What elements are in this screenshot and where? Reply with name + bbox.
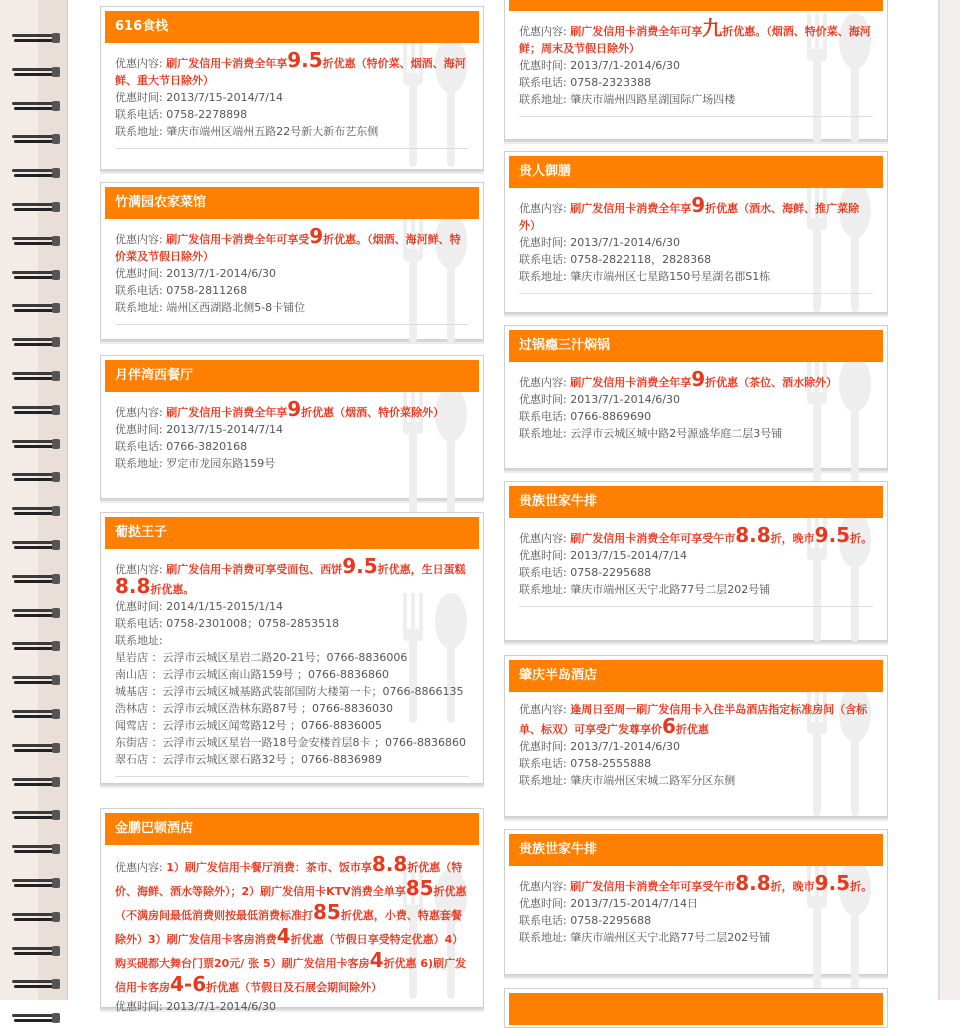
ring-wire bbox=[12, 473, 56, 476]
spiral-ring bbox=[12, 167, 60, 179]
spiral-ring bbox=[12, 269, 60, 281]
card-title: 贵族世家牛排 bbox=[509, 834, 883, 866]
ring-wire bbox=[12, 609, 56, 612]
promo-time: 优惠时间: 2013/7/15-2014/7/14 bbox=[519, 549, 687, 562]
ring-hole bbox=[52, 371, 60, 381]
promo-text: 优惠内容: 刷广发信用卡消费全年可享九折优惠。（烟酒、特价菜、海河鲜；周末及节假日除外） bbox=[519, 16, 871, 55]
branch-address: 翠石店 ：云浮市云城区翠石路32号 ；0766-8836989 bbox=[115, 753, 382, 766]
ring-hole bbox=[52, 608, 60, 618]
ring-hole bbox=[52, 574, 60, 584]
divider bbox=[115, 148, 469, 149]
contact-address: 联系地址: 肇庆市端州区七星路150号星湖名郡S1栋 bbox=[519, 270, 771, 283]
promo-time: 优惠时间: 2013/7/1-2014/6/30 bbox=[115, 1000, 276, 1013]
contact-phone: 联系电话: 0758-2555888 bbox=[519, 757, 652, 770]
contact-phone: 联系电话: 0758-2295688 bbox=[519, 566, 652, 579]
divider bbox=[519, 606, 873, 607]
notebook-spiral-margin bbox=[0, 0, 68, 1000]
contact-address: 联系地址: 肇庆市端州区天宁北路77号二层202号铺 bbox=[519, 931, 771, 944]
notebook-right-edge bbox=[938, 0, 960, 1000]
ring-hole bbox=[52, 979, 60, 989]
spiral-ring bbox=[12, 708, 60, 720]
spiral-ring bbox=[12, 539, 60, 551]
promo-text: 优惠内容: 刷广发信用卡消费全年享9折优惠（酒水、海鲜、推广菜除外） bbox=[519, 193, 860, 232]
merchant-card-guizushijia bbox=[504, 481, 888, 641]
contact-phone: 联系电话: 0758-2323388 bbox=[519, 76, 652, 89]
spiral-ring bbox=[12, 370, 60, 382]
ring-wire bbox=[12, 169, 56, 172]
branch-address: 东街店 ：云浮市云城区星岩一路18号金安楼首层8卡 ；0766-8836860 bbox=[115, 736, 466, 749]
ring-hole bbox=[52, 202, 60, 212]
promo-time: 优惠时间: 2013/7/15-2014/7/14 bbox=[115, 91, 283, 104]
contact-phone: 联系电话: 0758-2295688 bbox=[519, 914, 652, 927]
ring-wire bbox=[12, 68, 56, 71]
promo-time: 优惠时间: 2013/7/1-2014/6/30 bbox=[519, 59, 680, 72]
ring-hole bbox=[52, 540, 60, 550]
merchant-card-right-0 bbox=[504, 0, 888, 140]
ring-hole bbox=[52, 709, 60, 719]
ring-hole bbox=[52, 878, 60, 888]
spiral-ring bbox=[12, 978, 60, 990]
spiral-ring bbox=[12, 640, 60, 652]
spiral-ring bbox=[12, 505, 60, 517]
ring-wire bbox=[12, 947, 56, 950]
spiral-ring bbox=[12, 438, 60, 450]
contact-address: 联系地址: 肇庆市端州区天宁北路77号二层202号铺 bbox=[519, 583, 771, 596]
merchant-card-yuebanwan bbox=[100, 355, 484, 499]
ring-hole bbox=[52, 236, 60, 246]
ring-wire bbox=[12, 135, 56, 138]
ring-wire bbox=[12, 575, 56, 578]
divider bbox=[115, 776, 469, 777]
divider bbox=[519, 293, 873, 294]
ring-hole bbox=[52, 405, 60, 415]
spiral-ring bbox=[12, 843, 60, 855]
contact-phone: 联系电话: 0766-3820168 bbox=[115, 440, 248, 453]
contact-address: 联系地址: 肇庆市端州区端州五路22号新大新布艺东侧 bbox=[115, 125, 379, 138]
promo-text: 优惠内容: 逢周日至周一刷广发信用卡入住半岛酒店指定标准房间（含标单、标双）可享受广发尊享价6折优惠 bbox=[519, 703, 868, 738]
contact-address: 联系地址: 罗定市龙园东路159号 bbox=[115, 457, 276, 470]
card-title: 葡挞王子 bbox=[105, 517, 479, 549]
ring-hole bbox=[52, 777, 60, 787]
promo-text: 优惠内容: 刷广发信用卡消费全年享9.5折优惠（特价菜、烟酒、海河鲜、重大节日除外） bbox=[115, 48, 466, 87]
contact-address: 联系地址: 云浮市云城区城中路2号源盛华庭二层3号铺 bbox=[519, 427, 783, 440]
promo-time: 优惠时间: 2014/1/15-2015/1/14 bbox=[115, 600, 283, 613]
spiral-ring bbox=[12, 32, 60, 44]
card-title: 月伴湾西餐厅 bbox=[105, 360, 479, 392]
ring-hole bbox=[52, 506, 60, 516]
card-title bbox=[509, 0, 883, 11]
ring-hole bbox=[52, 337, 60, 347]
ring-hole bbox=[52, 946, 60, 956]
card-title: 金鹏巴顿酒店 bbox=[105, 813, 479, 845]
spiral-ring bbox=[12, 809, 60, 821]
branch-address: 南山店 ：云浮市云城区南山路159号 ；0766-8836860 bbox=[115, 668, 389, 681]
merchant-card-guizushijia-2 bbox=[504, 829, 888, 975]
promo-text: 优惠内容: 刷广发信用卡消费全年享9折优惠（茶位、酒水除外） bbox=[519, 367, 838, 391]
promo-time: 优惠时间: 2013/7/15-2014/7/14日 bbox=[519, 897, 698, 910]
contact-address: 联系地址: 端州区西湖路北侧5-8卡铺位 bbox=[115, 301, 306, 314]
card-title bbox=[509, 993, 883, 1025]
spiral-ring bbox=[12, 674, 60, 686]
merchant-card-bandao bbox=[504, 655, 888, 817]
ring-hole bbox=[52, 67, 60, 77]
branch-address: 浩林店 ：云浮市云城区浩林东路87号 ；0766-8836030 bbox=[115, 702, 393, 715]
contact-address: 联系地址: 肇庆市端州四路星湖国际广场四楼 bbox=[519, 93, 736, 106]
ring-hole bbox=[52, 641, 60, 651]
branch-address: 闻莺店 ：云浮市云城区闻莺路12号 ；0766-8836005 bbox=[115, 719, 382, 732]
promo-time: 优惠时间: 2013/7/1-2014/6/30 bbox=[519, 236, 680, 249]
divider bbox=[519, 116, 873, 117]
spiral-ring bbox=[12, 404, 60, 416]
ring-wire bbox=[12, 811, 56, 814]
ring-wire bbox=[12, 372, 56, 375]
ring-wire bbox=[12, 237, 56, 240]
spiral-ring bbox=[12, 336, 60, 348]
promo-text: 优惠内容: 1）刷广发信用卡餐厅消费：茶市、饭市享8.8折优惠（特价、海鲜、酒水等除外）；2）刷广发信用卡KTV消费全单享85折优惠（不满房间最低消费则按最低消费标准打85折优惠，小费、特惠套餐除外）3）刷广发信用卡客房消费4折优惠（节假日享受特定优惠）4）购买砚都大舞台门票20元/ 张 5）刷广发信用卡客房4折优惠 6)刷广发信用卡客房4-6折优惠（节假日及石展会期间除外） bbox=[115, 852, 467, 996]
spiral-ring bbox=[12, 201, 60, 213]
divider bbox=[115, 324, 469, 325]
contact-address: 联系地址: 肇庆市端州区宋城二路军分区东侧 bbox=[519, 774, 736, 787]
spiral-ring bbox=[12, 742, 60, 754]
card-title: 616食栈 bbox=[105, 11, 479, 43]
spiral-ring bbox=[12, 235, 60, 247]
ring-wire bbox=[12, 879, 56, 882]
contact-phone: 联系电话: 0758-2301008；0758-2853518 bbox=[115, 617, 340, 630]
contact-phone: 联系电话: 0758-2278898 bbox=[115, 108, 248, 121]
ring-hole bbox=[52, 912, 60, 922]
card-title: 肇庆半岛酒店 bbox=[509, 660, 883, 692]
ring-wire bbox=[12, 440, 56, 443]
merchant-card-zhumanyuan bbox=[100, 182, 484, 340]
ring-hole bbox=[52, 1013, 60, 1023]
merchant-card-partial bbox=[504, 988, 888, 1028]
merchant-card-guoguoyin bbox=[504, 325, 888, 469]
contact-phone: 联系电话: 0766-8869690 bbox=[519, 410, 652, 423]
ring-wire bbox=[12, 304, 56, 307]
spiral-ring bbox=[12, 607, 60, 619]
ring-wire bbox=[12, 203, 56, 206]
merchant-card-putawangzi bbox=[100, 512, 484, 784]
card-title: 竹满园农家菜馆 bbox=[105, 187, 479, 219]
merchant-card-616 bbox=[100, 6, 484, 170]
ring-wire bbox=[12, 507, 56, 510]
ring-wire bbox=[12, 913, 56, 916]
ring-hole bbox=[52, 810, 60, 820]
promo-text: 优惠内容: 刷广发信用卡消费可享受面包、西饼9.5折优惠，生日蛋糕8.8折优惠。 bbox=[115, 554, 466, 598]
promo-text: 优惠内容: 刷广发信用卡消费全年可享受9折优惠。（烟酒、海河鲜、特价菜及节假日除外） bbox=[115, 224, 461, 263]
ring-hole bbox=[52, 844, 60, 854]
ring-wire bbox=[12, 338, 56, 341]
ring-wire bbox=[12, 778, 56, 781]
branch-address: 星岩店 ：云浮市云城区星岩二路20-21号；0766-8836006 bbox=[115, 651, 408, 664]
ring-wire bbox=[12, 102, 56, 105]
promo-time: 优惠时间: 2013/7/1-2014/6/30 bbox=[519, 740, 680, 753]
ring-wire bbox=[12, 980, 56, 983]
promo-time: 优惠时间: 2013/7/15-2014/7/14 bbox=[115, 423, 283, 436]
ring-wire bbox=[12, 271, 56, 274]
merchant-card-guirenyushan bbox=[504, 151, 888, 313]
contact-phone: 联系电话: 0758-2811268 bbox=[115, 284, 248, 297]
ring-hole bbox=[52, 303, 60, 313]
card-title: 贵族世家牛排 bbox=[509, 486, 883, 518]
ring-hole bbox=[52, 101, 60, 111]
promo-time: 优惠时间: 2013/7/1-2014/6/30 bbox=[115, 267, 276, 280]
spiral-ring bbox=[12, 776, 60, 788]
promo-time: 优惠时间: 2013/7/1-2014/6/30 bbox=[519, 393, 680, 406]
ring-hole bbox=[52, 270, 60, 280]
ring-wire bbox=[12, 406, 56, 409]
ring-hole bbox=[52, 472, 60, 482]
promo-text: 优惠内容: 刷广发信用卡消费全年享9折优惠（烟酒、特价菜除外） bbox=[115, 397, 445, 421]
ring-wire bbox=[12, 845, 56, 848]
ring-wire bbox=[12, 642, 56, 645]
card-title: 过锅瘾三汁焖锅 bbox=[509, 330, 883, 362]
spiral-ring bbox=[12, 302, 60, 314]
spiral-ring bbox=[12, 133, 60, 145]
spiral-ring bbox=[12, 573, 60, 585]
spiral-ring bbox=[12, 945, 60, 957]
spiral-ring bbox=[12, 1012, 60, 1024]
ring-wire bbox=[12, 676, 56, 679]
spiral-ring bbox=[12, 471, 60, 483]
promo-text: 优惠内容: 刷广发信用卡消费全年可享受午市8.8折，晚市9.5折。 bbox=[519, 871, 873, 895]
contact-address: 联系地址: bbox=[115, 634, 163, 647]
card-title: 贵人御膳 bbox=[509, 156, 883, 188]
spiral-ring bbox=[12, 911, 60, 923]
branch-address: 城基店 ：云浮市云城区城基路武装部国防大楼第一卡；0766-8866135 bbox=[115, 685, 464, 698]
ring-hole bbox=[52, 675, 60, 685]
ring-hole bbox=[52, 168, 60, 178]
ring-wire bbox=[12, 34, 56, 37]
spiral-ring bbox=[12, 100, 60, 112]
ring-wire bbox=[12, 541, 56, 544]
merchant-card-jinpeng bbox=[100, 808, 484, 1013]
spiral-ring bbox=[12, 877, 60, 889]
ring-hole bbox=[52, 743, 60, 753]
ring-wire bbox=[12, 1014, 56, 1017]
ring-wire bbox=[12, 744, 56, 747]
promo-text: 优惠内容: 刷广发信用卡消费全年可享受午市8.8折，晚市9.5折。 bbox=[519, 523, 873, 547]
contact-phone: 联系电话: 0758-2822118，2828368 bbox=[519, 253, 712, 266]
ring-hole bbox=[52, 439, 60, 449]
ring-wire bbox=[12, 710, 56, 713]
ring-hole bbox=[52, 33, 60, 43]
ring-hole bbox=[52, 134, 60, 144]
spiral-ring bbox=[12, 66, 60, 78]
